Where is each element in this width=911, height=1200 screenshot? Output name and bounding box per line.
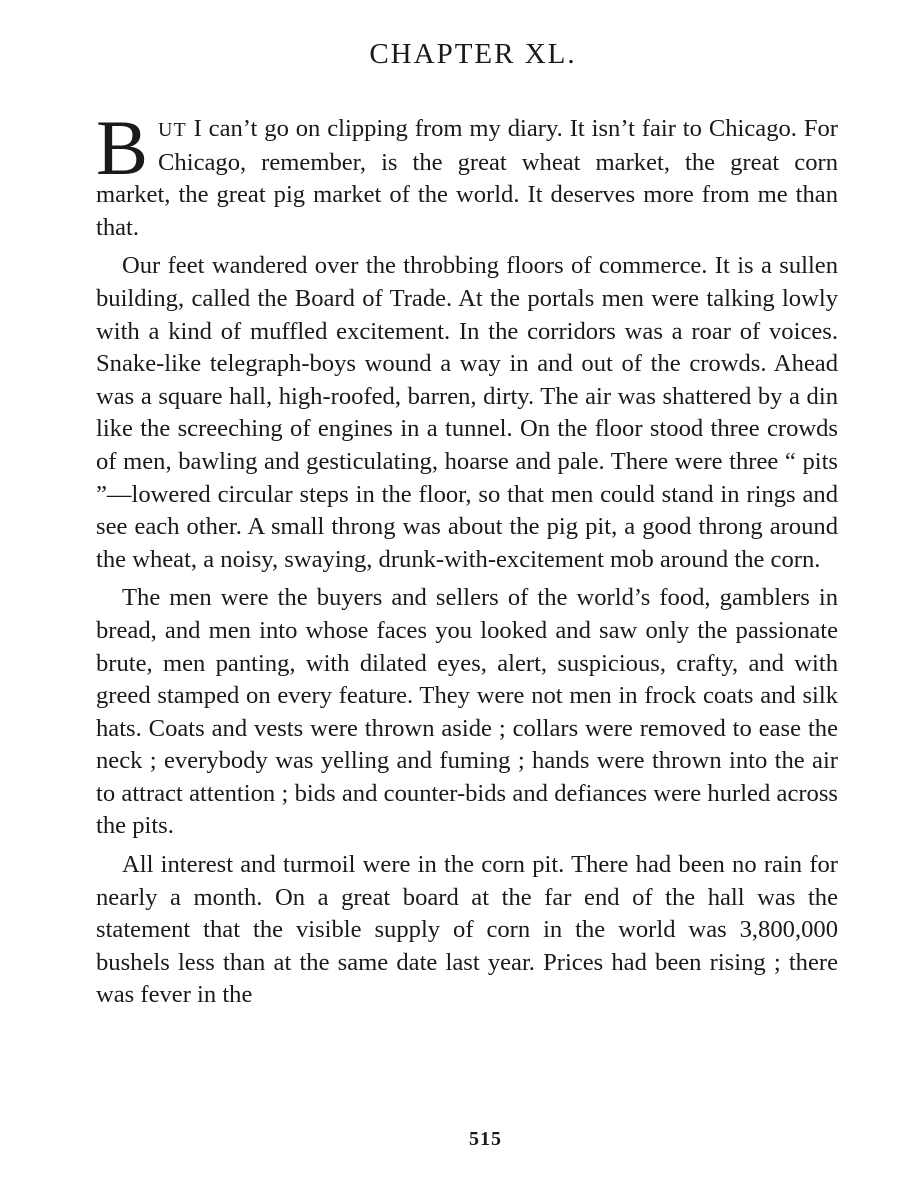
paragraph-2 xyxy=(96,250,838,576)
book-page xyxy=(96,30,838,1012)
paragraph-3 xyxy=(96,582,838,843)
paragraph-text: Our feet wandered over the throbbing floors of commerce. It is a sullen building, called the Board of Trade. At the portals men were talking lowly with a kind of muffled excitement. In the corridors was a roar of voices. Snake-like telegraph-boys wound a way in and out of the crowds. Ahead was a square hall, high-roofed, barren, dirty. The air was shattered by a din like the screeching of engines in a tunnel. On the floor stood three crowds of men, bawling and gesticulating, hoarse and pale. There were three “ pits ”—lowered circular steps in the floor, so that men could stand in rings and see each other. A small throng was about the pig pit, a good throng around the wheat, a noisy, swaying, drunk-with-excitement mob around the corn. xyxy=(96,252,838,573)
paragraph-4 xyxy=(96,849,838,1012)
paragraph-text: All interest and turmoil were in the corn pit. There had been no rain for nearly a month. On a great board at the far end of the hall was the statement that the visible supply of corn in the world was 3,800,000 bushels less than at the same date last year. Prices had been rising ; there was fever in the xyxy=(96,851,838,1009)
chapter-title: CHAPTER XL. xyxy=(369,38,577,70)
chapter-body xyxy=(96,104,838,1012)
drop-cap: B xyxy=(96,104,149,191)
paragraph-opening-word: UT xyxy=(158,119,187,141)
paragraph-1 xyxy=(96,104,838,244)
page-number: 515 xyxy=(469,1128,502,1150)
paragraph-text: The men were the buyers and sellers of the world’s food, gamblers in bread, and men into whose faces you looked and saw only the passionate brute, men panting, with dilated eyes, alert, suspicious, crafty, and with greed stamped on every feature. They were not men in frock coats and silk hats. Coats and vests were thrown aside ; collars were removed to ease the neck ; everybody was yelling and fuming ; hands were thrown into the air to attract attention ; bids and counter-bids and defiances were hurled across the pits. xyxy=(96,584,838,840)
paragraph-text: I can’t go on clipping from my diary. It isn’t fair to Chicago. For Chicago, remember, is the great wheat market, the great corn market, the great pig market of the world. It deserves more from me than that. xyxy=(96,115,838,241)
